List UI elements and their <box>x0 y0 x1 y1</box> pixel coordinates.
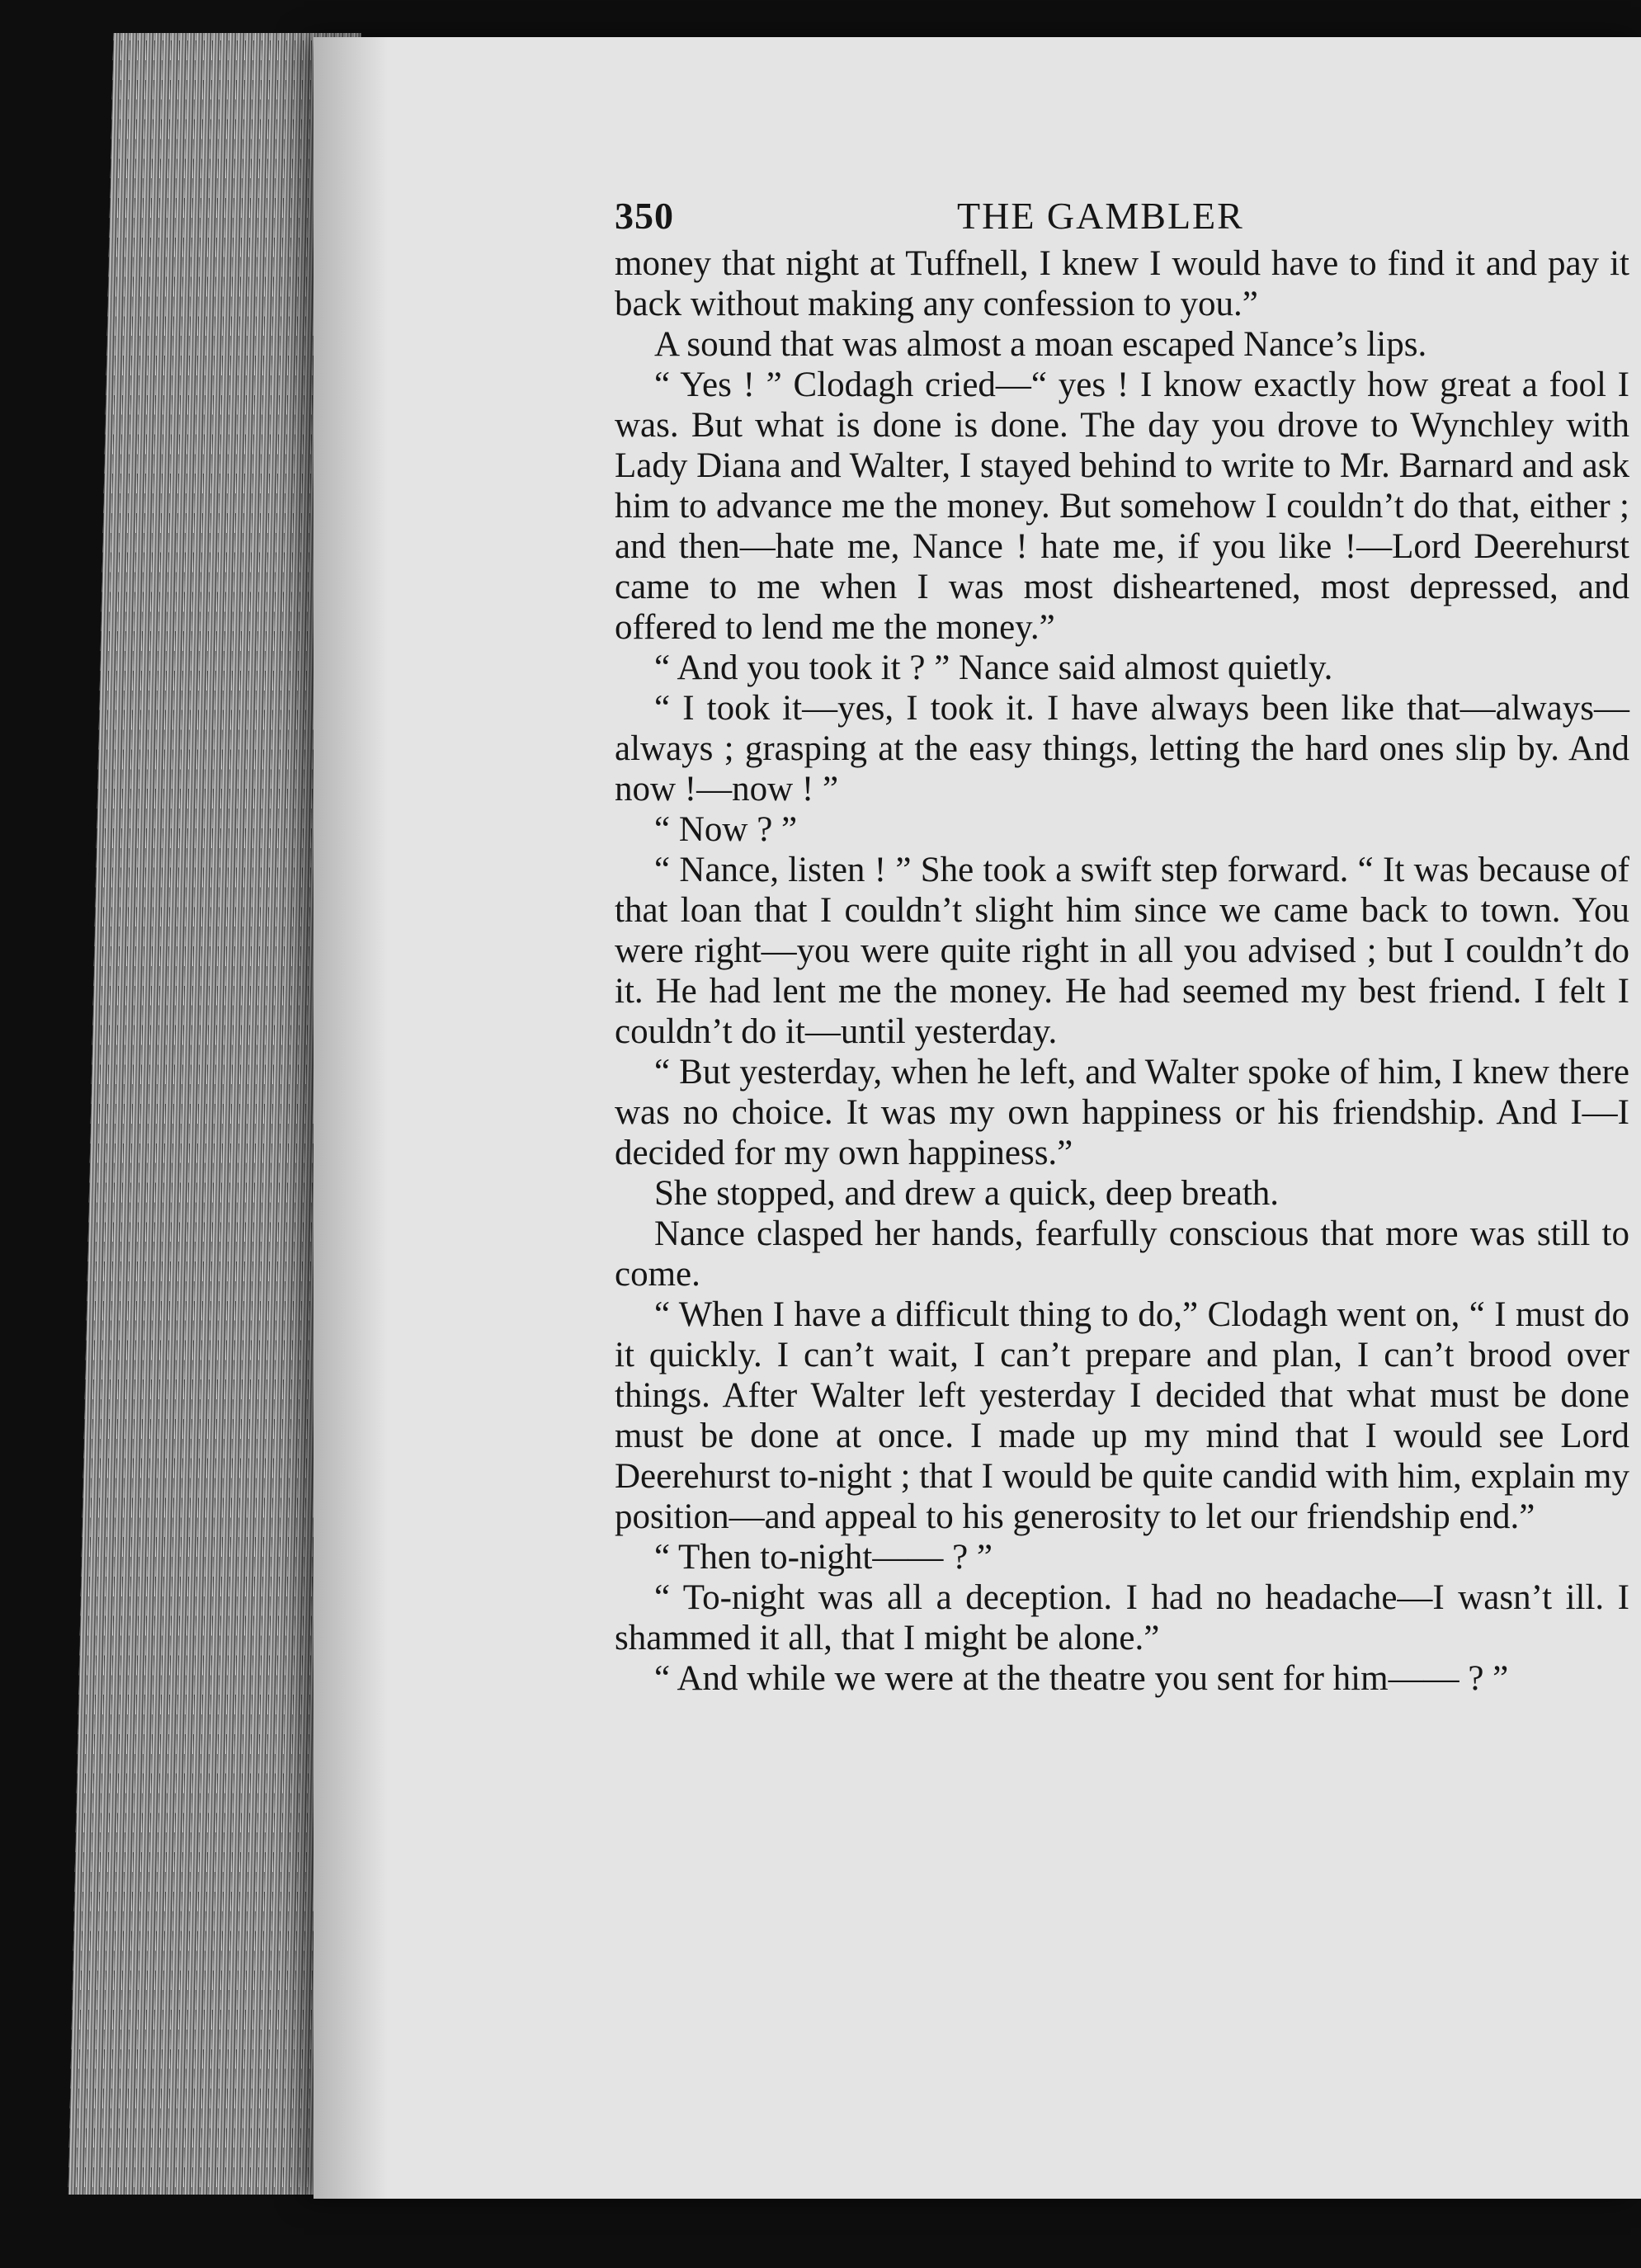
paragraph: “ And while we were at the theatre you sent for him—— ? ” <box>654 1659 1509 1698</box>
paragraph: “ To-night was all a deception. I had no headache—I wasn’t ill. I shammed it all, that I might be alone.” <box>615 1578 1629 1657</box>
paragraph: money that night at Tuffnell, I knew I would have to find it and pay it back without making any confession to you.” <box>615 244 1629 323</box>
paragraph: “ But yesterday, when he left, and Walter spoke of him, I knew there was no choice. It was my own happiness or his friendship. And I—I decided for my own happiness.” <box>615 1053 1629 1172</box>
paragraph: “ Then to-night—— ? ” <box>654 1538 993 1577</box>
paragraph: “ And you took it ? ” Nance said almost quietly. <box>654 648 1333 687</box>
running-head <box>615 186 1629 243</box>
paragraph: Nance clasped her hands, fearfully conscious that more was still to come. <box>615 1214 1629 1294</box>
page-number: 350 <box>615 195 674 237</box>
running-title: THE GAMBLER <box>957 195 1244 237</box>
paragraph: “ Nance, listen ! ” She took a swift step forward. “ It was because of that loan that I couldn’t slight him since we came back to town. You were right—you were quite right in all you advised ; but I couldn’t do it. He had lent me the money. He had seemed my best friend. I felt I couldn’t do it—until yesterday. <box>615 851 1629 1051</box>
paragraph: “ When I have a difficult thing to do,” Clodagh went on, “ I must do it quickly. I can’t wait, I can’t prepare and plan, I can’t brood over things. After Walter left yesterday I decided that what must be done must be done at once. I made up my mind that I would see Lord Deerehurst to-night ; that I would be quite candid with him, explain my position—and appeal to his generosity to let our friendship end.” <box>615 1295 1629 1536</box>
paragraph: “ I took it—yes, I took it. I have always been like that—always—always ; grasping at the easy things, letting the hard ones slip by. And now !—now ! ” <box>615 689 1629 809</box>
paragraph: “ Yes ! ” Clodagh cried—“ yes ! I know exactly how great a fool I was. But what is done is done. The day you drove to Wynchley with Lady Diana and Walter, I stayed behind to write to Mr. Barnard and ask him to advance me the money. But somehow I couldn’t do that, either ; and then—hate me, Nance ! hate me, if you like !—Lord Deerehurst came to me when I was most disheartened, most depressed, and offered to lend me the money.” <box>615 365 1629 647</box>
page-gutter-shadow <box>314 37 388 2199</box>
paragraph: She stopped, and drew a quick, deep breath. <box>654 1174 1280 1213</box>
paragraph: A sound that was almost a moan escaped Nance’s lips. <box>654 325 1427 364</box>
page-text-block <box>615 186 1629 1699</box>
paragraph: “ Now ? ” <box>654 810 798 849</box>
